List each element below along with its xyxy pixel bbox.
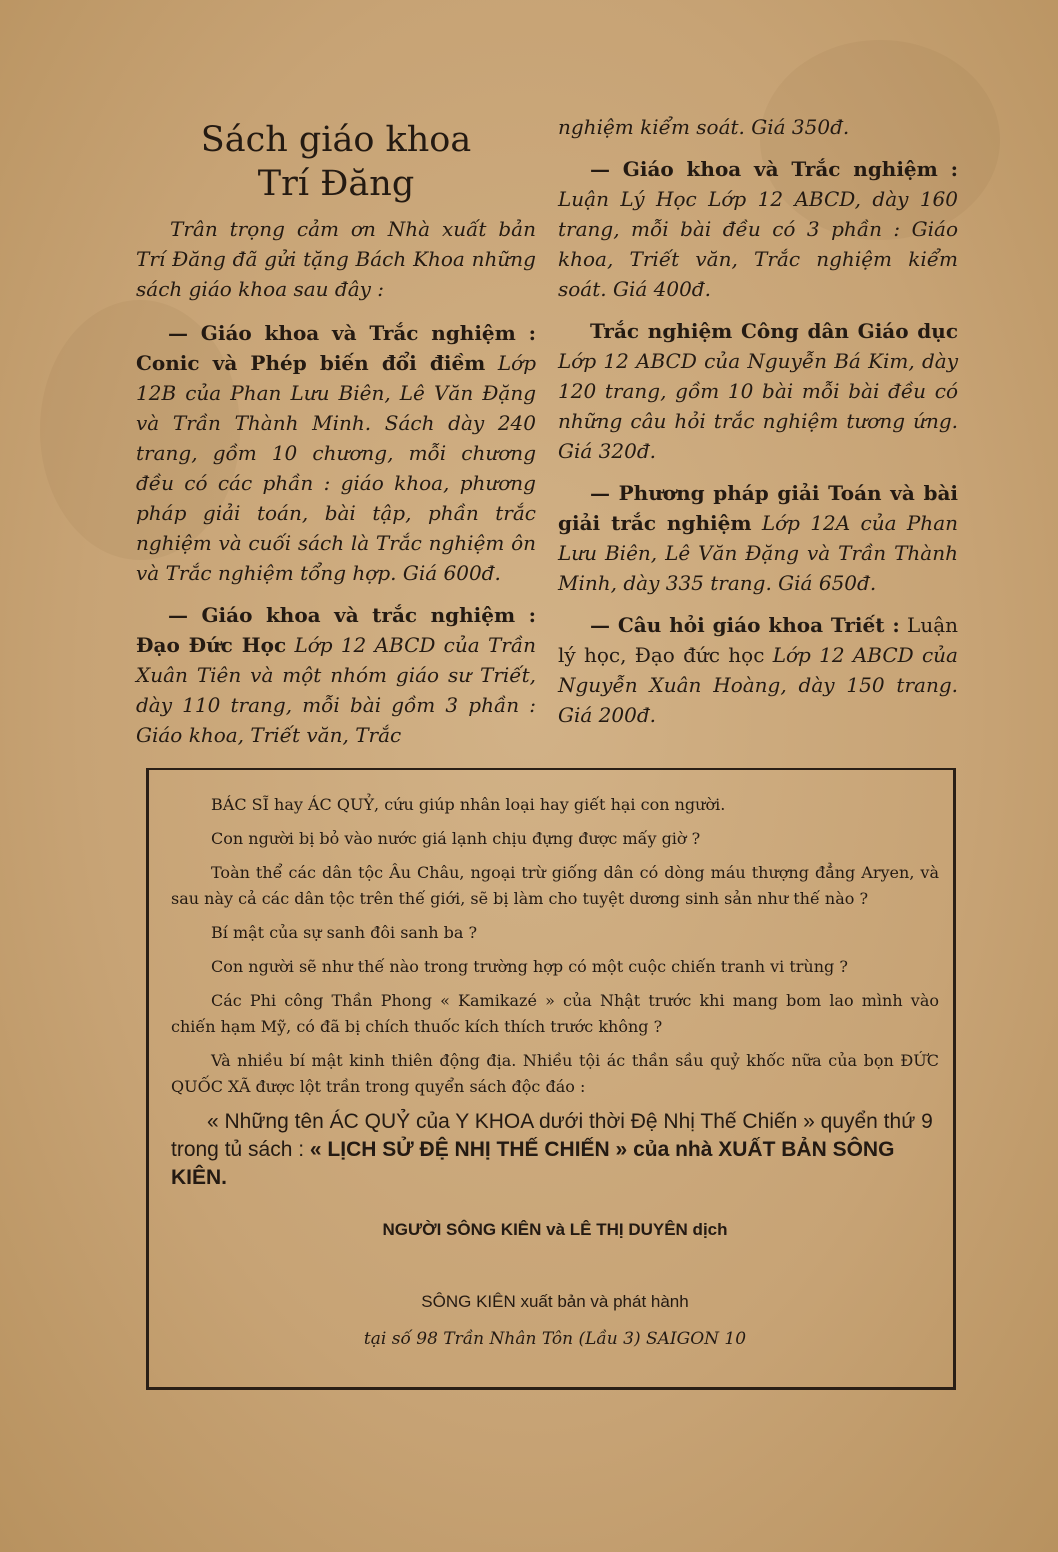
ad-paragraph: Các Phi công Thần Phong « Kamikazé » của Nhật trước khi mang bom lao mình vào chiến hạm Mỹ, có đã bị chích thuốc kích thích trước không ?: [171, 991, 939, 1036]
book-entry-toan: [558, 478, 958, 598]
ad-paragraph: Toàn thể các dân tộc Âu Châu, ngoại trừ giống dân có dòng máu thượng đẳng Aryen, và sau này cả các dân tộc trên thế giới, sẽ bị làm cho tuyệt dương sinh sản như thế nào ?: [171, 863, 939, 908]
entry-body: Lớp 12 ABCD của Trần Xuân Tiên và một nhóm giáo sư Triết, dày 110 trang, mỗi bài gồm 3 phần : Giáo khoa, Triết văn, Trắc: [136, 633, 536, 747]
left-column: [136, 118, 536, 762]
entry-subject: Luận lý học, Đạo đức học: [558, 613, 958, 667]
advertisement-content: [171, 792, 939, 1366]
entry-body: Luận Lý Học Lớp 12 ABCD, dày 160 trang, mỗi bài đều có 3 phần : Giáo khoa, Triết văn, Trắc nghiệm kiểm soát. Giá 400đ.: [558, 187, 958, 301]
title-line-1: Sách giáo khoa: [200, 120, 472, 160]
ad-paragraph: BÁC SĨ hay ÁC QUỶ, cứu giúp nhân loại hay giết hại con người.: [211, 795, 726, 814]
book-entry-cong-dan: [558, 316, 958, 466]
ad-paragraph: Bí mật của sự sanh đôi sanh ba ?: [211, 923, 478, 942]
book-entry-dao-duc: [136, 600, 536, 750]
ad-paragraph: Con người sẽ như thế nào trong trường hợp có một cuộc chiến tranh vi trùng ?: [211, 957, 848, 976]
publisher-address: tại số 98 Trần Nhân Tôn (Lầu 3) SAIGON 10: [363, 1329, 747, 1349]
title-line-2: Trí Đăng: [257, 164, 415, 204]
entry-lead: — Giáo khoa và Trắc nghiệm : Conic và Phép biến đổi điềm: [136, 321, 536, 375]
promo-publisher: của nhà XUẤT BẢN SÔNG KIÊN.: [171, 1138, 895, 1189]
book-entry-luan-ly: [558, 154, 958, 304]
book-promo: [171, 1108, 939, 1192]
book-entry-conic: [136, 318, 536, 588]
entry-lead: — Giáo khoa và Trắc nghiệm :: [590, 157, 958, 181]
entry-lead: Trắc nghiệm Công dân Giáo dục: [590, 319, 958, 343]
ad-paragraph: Và nhiều bí mật kinh thiên động địa. Nhiều tội ác thần sầu quỷ khốc nữa của bọn ĐỨC QUỐC XÃ được lột trần trong quyển sách độc đáo :: [171, 1051, 939, 1096]
promo-series: « LỊCH SỬ ĐỆ NHỊ THẾ CHIẾN »: [309, 1138, 628, 1161]
intro-paragraph: Trân trọng cảm ơn Nhà xuất bản Trí Đăng đã gửi tặng Bách Khoa những sách giáo khoa sau đây :: [136, 217, 536, 301]
article-title: [136, 118, 536, 206]
advertisement-box: [146, 768, 956, 1390]
entry-lead: — Phương pháp giải Toán và bài giải trắc nghiệm: [558, 481, 958, 535]
book-entry-triet: [558, 610, 958, 730]
entry-lead: — Giáo khoa và trắc nghiệm : Đạo Đức Học: [136, 603, 536, 657]
publisher-line: SÔNG KIÊN xuất bản và phát hành: [421, 1292, 689, 1311]
continued-text: nghiệm kiểm soát. Giá 350đ.: [558, 115, 850, 139]
translator-credit: NGƯỜI SÔNG KIÊN và LÊ THỊ DUYÊN dịch: [382, 1220, 728, 1239]
right-column: [558, 112, 958, 742]
entry-body: Lớp 12B của Phan Lưu Biên, Lê Văn Đặng và Trần Thành Minh. Sách dày 240 trang, gồm 10 chương, mỗi chương đều có các phần : giáo khoa, phương pháp giải toán, bài tập, phần trắc nghiệm và cuối sách là Trắc nghiệm ôn và Trắc nghiệm tổng hợp. Giá 600đ.: [136, 351, 536, 585]
promo-title: « Những tên ÁC QUỶ của Y KHOA dưới thời Đệ Nhị Thế Chiến » quyển thứ 9 trong tủ sách :: [171, 1110, 933, 1161]
entry-lead: — Câu hỏi giáo khoa Triết :: [590, 613, 900, 637]
entry-body: Lớp 12 ABCD của Nguyễn Bá Kim, dày 120 trang, gồm 10 bài mỗi bài đều có những câu hỏi trắc nghiệm tương ứng. Giá 320đ.: [558, 349, 958, 463]
entry-body: Lớp 12A của Phan Lưu Biên, Lê Văn Đặng và Trần Thành Minh, dày 335 trang. Giá 650đ.: [558, 511, 958, 595]
ad-paragraph: Con người bị bỏ vào nước giá lạnh chịu đựng được mấy giờ ?: [211, 829, 701, 848]
entry-body: Lớp 12 ABCD của Nguyễn Xuân Hoàng, dày 150 trang. Giá 200đ.: [558, 643, 958, 727]
